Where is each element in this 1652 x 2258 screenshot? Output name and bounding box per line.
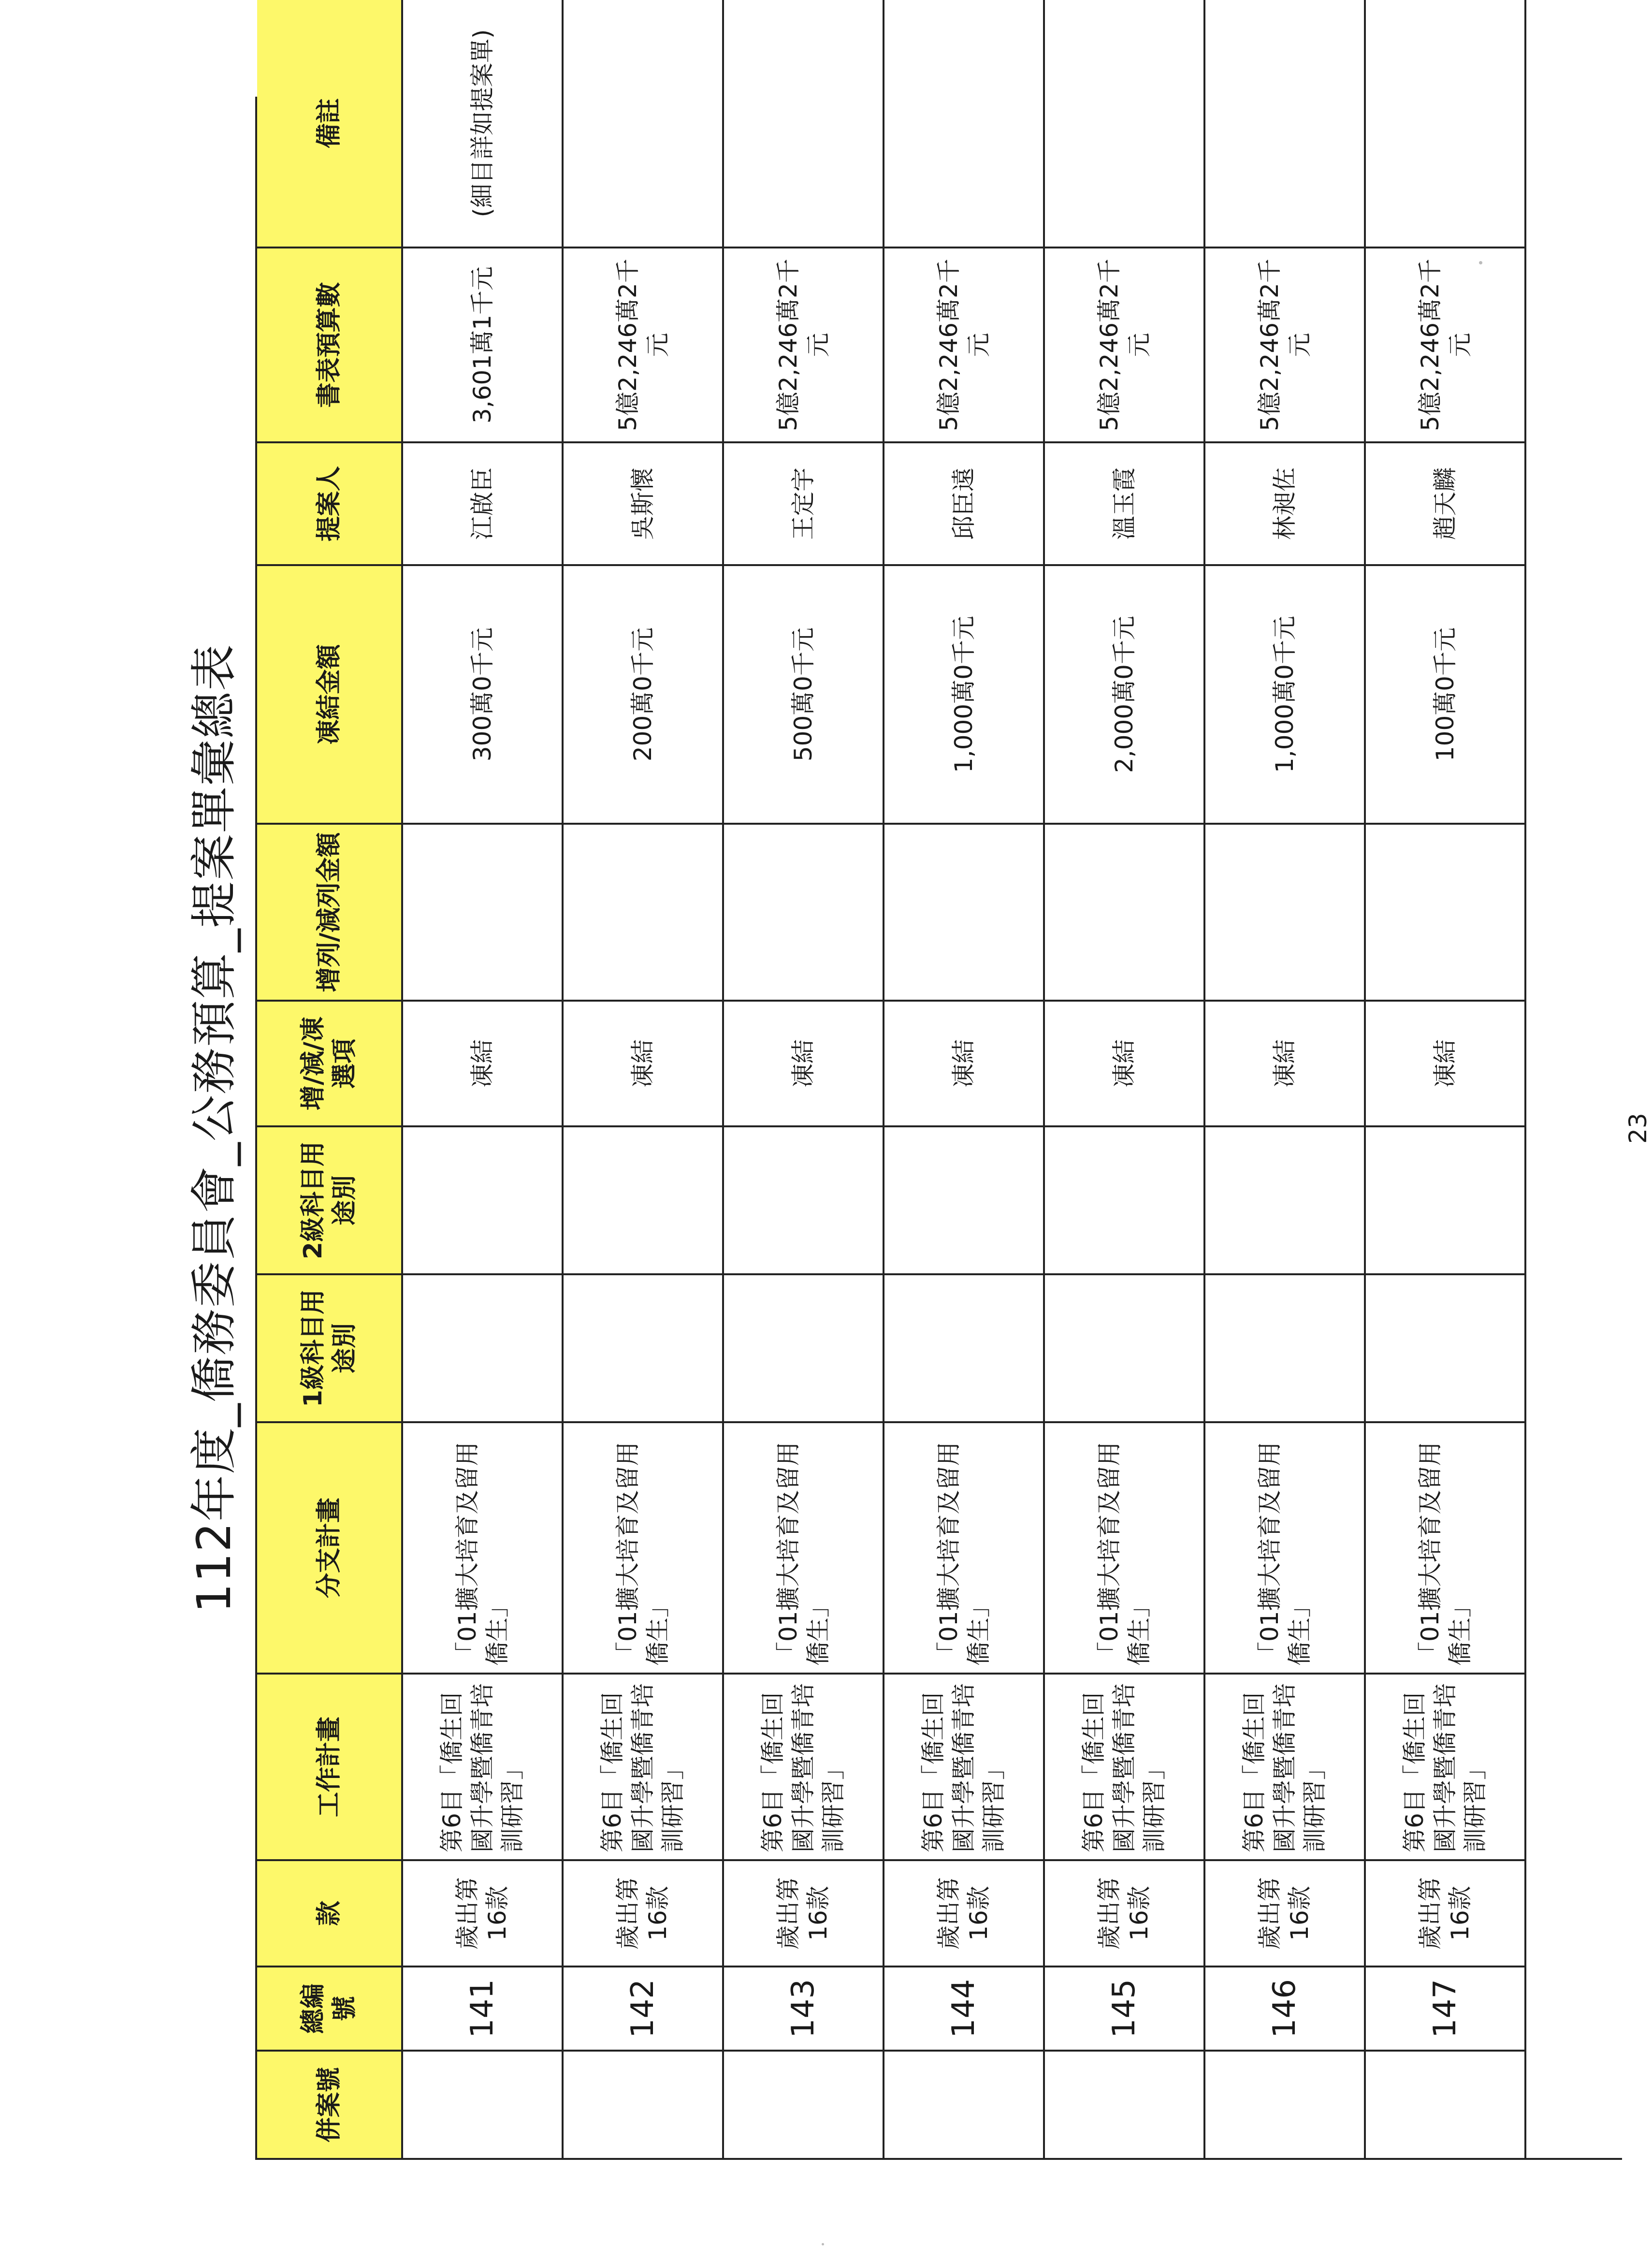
cell-change-amount [564, 823, 724, 1000]
cell-budget: 5億2,246萬2千元 [884, 247, 1045, 441]
cell-remark: (細目詳如提案單) [403, 0, 564, 247]
cell-total-no: 147 [1366, 1966, 1526, 2050]
cell-proposer: 江啟臣 [403, 441, 564, 564]
cell-total-no: 141 [403, 1966, 564, 2050]
header-remark: 備註 [257, 0, 403, 247]
cell-change-amount [1205, 823, 1366, 1000]
cell-budget: 5億2,246萬2千元 [564, 247, 724, 441]
cell-total-no: 144 [884, 1966, 1045, 2050]
cell-work-plan: 第6目「僑生回國升學暨僑青培訓研習」 [564, 1673, 724, 1859]
cell-action: 凍結 [403, 1000, 564, 1125]
cell-action: 凍結 [1366, 1000, 1526, 1125]
header-proposer: 提案人 [257, 441, 403, 564]
cell-level1 [403, 1273, 564, 1421]
cell-freeze-amount: 500萬0千元 [724, 564, 884, 823]
header-level2: 2級科目用途別 [257, 1125, 403, 1273]
cell-sub-plan: 「01擴大培育及留用僑生」 [1366, 1421, 1526, 1673]
cell-budget: 5億2,246萬2千元 [1045, 247, 1205, 441]
cell-freeze-amount: 1,000萬0千元 [884, 564, 1045, 823]
header-budget: 書表預算數 [257, 247, 403, 441]
cell-sub-plan: 「01擴大培育及留用僑生」 [403, 1421, 564, 1673]
cell-merge-no [1045, 2050, 1205, 2158]
cell-level2 [1205, 1125, 1366, 1273]
cell-proposer: 吳斯懷 [564, 441, 724, 564]
cell-remark [1366, 0, 1526, 247]
cell-sub-plan: 「01擴大培育及留用僑生」 [884, 1421, 1045, 1673]
proposal-summary-table [255, 29, 1622, 2160]
cell-proposer: 王定宇 [724, 441, 884, 564]
cell-level1 [884, 1273, 1045, 1421]
cell-remark [1045, 0, 1205, 247]
cell-sub-plan: 「01擴大培育及留用僑生」 [1045, 1421, 1205, 1673]
cell-freeze-amount: 2,000萬0千元 [1045, 564, 1205, 823]
cell-merge-no [1366, 2050, 1526, 2158]
cell-action: 凍結 [884, 1000, 1045, 1125]
cell-remark [724, 0, 884, 247]
cell-merge-no [564, 2050, 724, 2158]
cell-section: 歲出第16款 [403, 1859, 564, 1966]
cell-section: 歲出第16款 [564, 1859, 724, 1966]
cell-remark [564, 0, 724, 247]
cell-level1 [1205, 1273, 1366, 1421]
cell-remark [1205, 0, 1366, 247]
cell-change-amount [403, 823, 564, 1000]
cell-total-no: 145 [1045, 1966, 1205, 2050]
cell-section: 歲出第16款 [1366, 1859, 1526, 1966]
cell-level2 [1366, 1125, 1526, 1273]
cell-merge-no [724, 2050, 884, 2158]
header-merge-no: 併案號 [257, 2050, 403, 2158]
scan-speck [1479, 261, 1482, 264]
cell-budget: 5億2,246萬2千元 [1366, 247, 1526, 441]
cell-level2 [403, 1125, 564, 1273]
cell-freeze-amount: 1,000萬0千元 [1205, 564, 1366, 823]
cell-work-plan: 第6目「僑生回國升學暨僑青培訓研習」 [1205, 1673, 1366, 1859]
header-section: 款 [257, 1859, 403, 1966]
cell-change-amount [1045, 823, 1205, 1000]
cell-section: 歲出第16款 [1205, 1859, 1366, 1966]
cell-sub-plan: 「01擴大培育及留用僑生」 [564, 1421, 724, 1673]
document-title: 112年度_僑務委員會_公務預算_提案單彙總表 [187, 643, 241, 1613]
cell-action: 凍結 [1045, 1000, 1205, 1125]
header-change-amount: 增列/減列金額 [257, 823, 403, 1000]
cell-level1 [724, 1273, 884, 1421]
cell-level1 [1045, 1273, 1205, 1421]
cell-action: 凍結 [724, 1000, 884, 1125]
cell-total-no: 146 [1205, 1966, 1366, 2050]
header-work-plan: 工作計畫 [257, 1673, 403, 1859]
cell-merge-no [884, 2050, 1045, 2158]
cell-merge-no [1205, 2050, 1366, 2158]
cell-budget: 5億2,246萬2千元 [724, 247, 884, 441]
header-level1: 1級科目用途別 [257, 1273, 403, 1421]
cell-level2 [884, 1125, 1045, 1273]
cell-level2 [724, 1125, 884, 1273]
cell-section: 歲出第16款 [1045, 1859, 1205, 1966]
cell-change-amount [724, 823, 884, 1000]
cell-proposer: 溫玉霞 [1045, 441, 1205, 564]
cell-work-plan: 第6目「僑生回國升學暨僑青培訓研習」 [1366, 1673, 1526, 1859]
cell-section: 歲出第16款 [724, 1859, 884, 1966]
cell-level2 [564, 1125, 724, 1273]
cell-proposer: 趙天麟 [1366, 441, 1526, 564]
cell-proposer: 林昶佐 [1205, 441, 1366, 564]
cell-level1 [1366, 1273, 1526, 1421]
cell-change-amount [1366, 823, 1526, 1000]
cell-merge-no [403, 2050, 564, 2158]
page-number: 23 [1624, 1113, 1652, 1144]
cell-sub-plan: 「01擴大培育及留用僑生」 [1205, 1421, 1366, 1673]
cell-level1 [564, 1273, 724, 1421]
cell-budget: 5億2,246萬2千元 [1205, 247, 1366, 441]
cell-work-plan: 第6目「僑生回國升學暨僑青培訓研習」 [724, 1673, 884, 1859]
cell-freeze-amount: 200萬0千元 [564, 564, 724, 823]
cell-budget: 3,601萬1千元 [403, 247, 564, 441]
cell-work-plan: 第6目「僑生回國升學暨僑青培訓研習」 [884, 1673, 1045, 1859]
cell-sub-plan: 「01擴大培育及留用僑生」 [724, 1421, 884, 1673]
cell-total-no: 143 [724, 1966, 884, 2050]
header-freeze-amount: 凍結金額 [257, 564, 403, 823]
header-sub-plan: 分支計畫 [257, 1421, 403, 1673]
cell-proposer: 邱臣遠 [884, 441, 1045, 564]
cell-work-plan: 第6目「僑生回國升學暨僑青培訓研習」 [1045, 1673, 1205, 1859]
scan-speck [822, 2243, 824, 2245]
cell-action: 凍結 [564, 1000, 724, 1125]
cell-total-no: 142 [564, 1966, 724, 2050]
cell-change-amount [884, 823, 1045, 1000]
cell-action: 凍結 [1205, 1000, 1366, 1125]
cell-freeze-amount: 100萬0千元 [1366, 564, 1526, 823]
cell-work-plan: 第6目「僑生回國升學暨僑青培訓研習」 [403, 1673, 564, 1859]
cell-remark [884, 0, 1045, 247]
cell-freeze-amount: 300萬0千元 [403, 564, 564, 823]
header-total-no: 總編號 [257, 1966, 403, 2050]
cell-section: 歲出第16款 [884, 1859, 1045, 1966]
rotated-document-page [169, 29, 1652, 2160]
cell-level2 [1045, 1125, 1205, 1273]
header-action: 增/減/凍選項 [257, 1000, 403, 1125]
